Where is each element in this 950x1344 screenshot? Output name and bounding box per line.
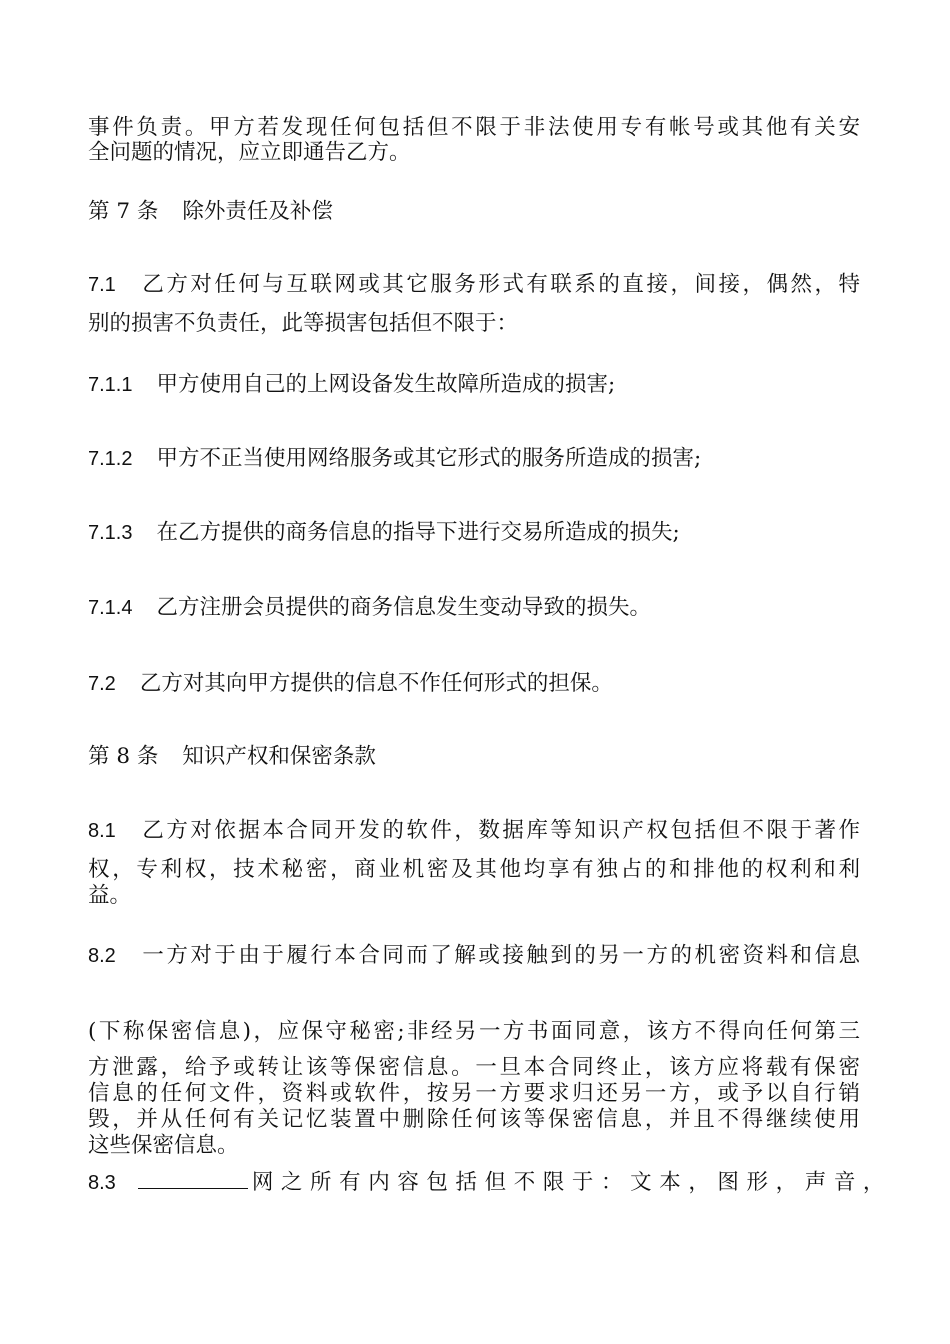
section-number: 第 7 条 (88, 199, 159, 224)
paragraph-line: 别的损害不负责任，此等损害包括但不限于： (88, 311, 519, 336)
clause-text: 乙方对其向甲方提供的信息不作任何形式的担保。 (139, 671, 613, 696)
clause-number: 8.2 (88, 945, 116, 967)
clause-7-1-2 (88, 447, 701, 471)
section-title: 知识产权和保密条款 (182, 744, 376, 769)
paragraph-line: (下称保密信息)，应保守秘密;非经另一方书面同意，该方不得向任何第三 (88, 1019, 860, 1044)
clause-text: 乙方对依据本合同开发的软件，数据库等知识产权包括但不限于著作 (139, 818, 860, 843)
clause-number: 7.1 (88, 274, 116, 296)
clause-number: 7.1.4 (88, 597, 133, 619)
clause-8-2 (88, 944, 860, 968)
clause-text: 在乙方提供的商务信息的指导下进行交易所造成的损失; (156, 520, 680, 545)
paragraph-line: 信息的任何文件，资料或软件，按另一方要求归还另一方，或予以自行销 (88, 1081, 860, 1106)
section-7-heading (88, 200, 333, 224)
paragraph-line: 权，专利权，技术秘密，商业机密及其他均享有独占的和排他的权利和利 (88, 857, 860, 882)
paragraph-line: 益。 (88, 883, 132, 908)
section-number: 第 8 条 (88, 744, 159, 769)
clause-number: 8.3 (88, 1172, 116, 1194)
paragraph-line: 方泄露，给予或转让该等保密信息。一旦本合同终止，该方应将载有保密 (88, 1055, 860, 1080)
clause-8-1 (88, 819, 860, 843)
clause-text: 一方对于由于履行本合同而了解或接触到的另一方的机密资料和信息 (139, 943, 860, 968)
clause-8-3 (88, 1170, 892, 1195)
clause-7-1 (88, 273, 860, 297)
clause-text: 甲方使用自己的上网设备发生故障所造成的损害; (156, 372, 616, 397)
blank-underline (138, 1170, 248, 1189)
clause-7-1-1 (88, 373, 615, 397)
section-8-heading (88, 745, 376, 769)
clause-number: 8.1 (88, 820, 116, 842)
clause-7-1-4 (88, 596, 651, 620)
clause-7-2 (88, 672, 613, 696)
clause-7-1-3 (88, 521, 680, 545)
paragraph-line: 这些保密信息。 (88, 1133, 239, 1158)
paragraph-line: 毁，并从任何有关记忆装置中删除任何该等保密信息，并且不得继续使用 (88, 1107, 860, 1132)
section-title: 除外责任及补偿 (182, 199, 333, 224)
clause-number: 7.1.3 (88, 522, 133, 544)
clause-text: 乙方注册会员提供的商务信息发生变动导致的损失。 (156, 595, 651, 620)
clause-text: 网之所有内容包括但不限于：文本，图形，声音， (251, 1170, 893, 1195)
clause-text: 乙方对任何与互联网或其它服务形式有联系的直接，间接，偶然，特 (139, 272, 860, 297)
clause-number: 7.1.1 (88, 374, 133, 396)
clause-number: 7.2 (88, 673, 116, 695)
paragraph-line: 全问题的情况，应立即通告乙方。 (88, 140, 411, 165)
clause-text: 甲方不正当使用网络服务或其它形式的服务所造成的损害; (156, 446, 702, 471)
clause-number: 7.1.2 (88, 448, 133, 470)
paragraph-line: 事件负责。甲方若发现任何包括但不限于非法使用专有帐号或其他有关安 (88, 115, 860, 140)
